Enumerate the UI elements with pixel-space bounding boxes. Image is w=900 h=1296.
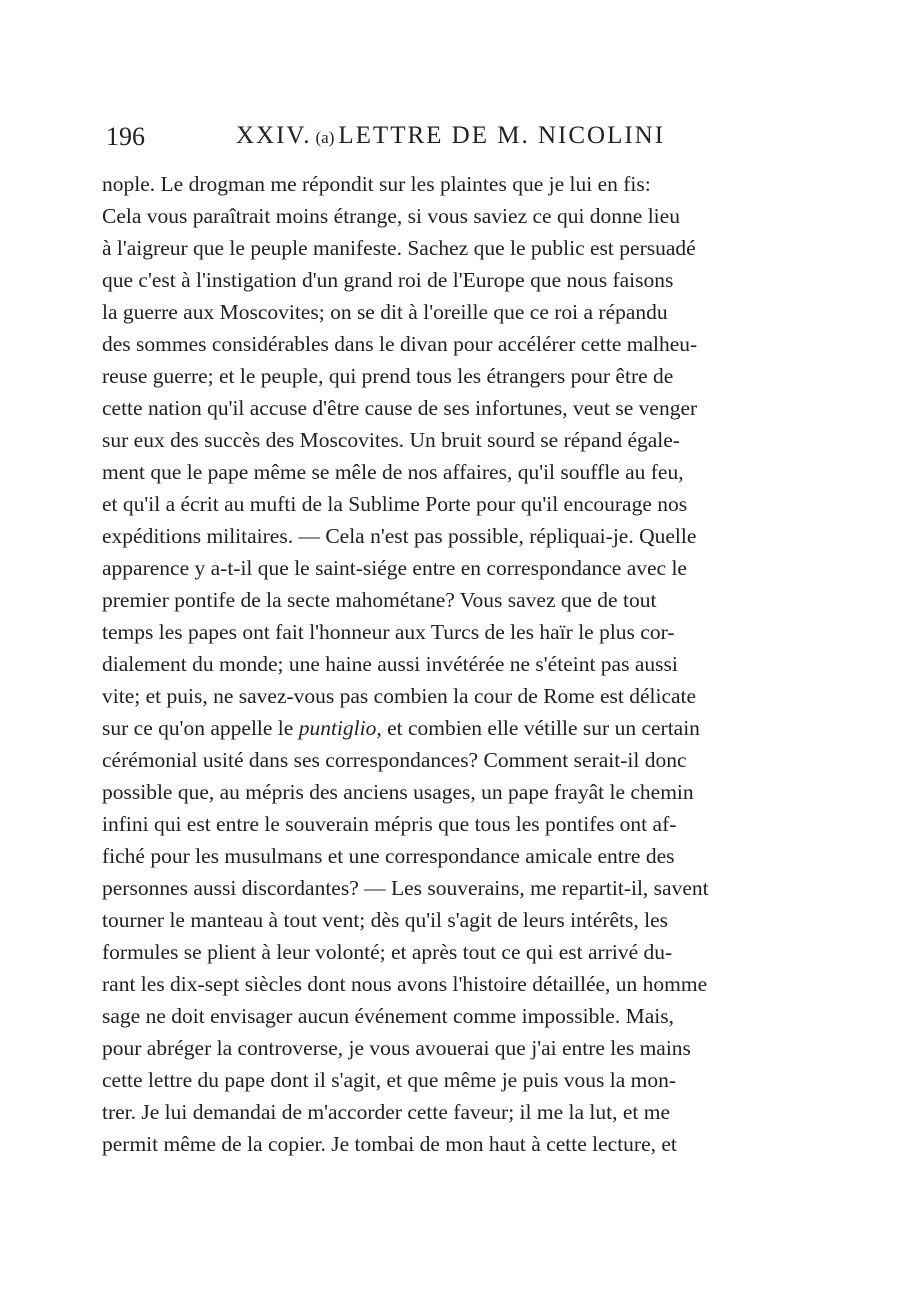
text-line: à l'aigreur que le peuple manifeste. Sachez que le public est persuadé [102, 236, 696, 260]
italic-term: puntiglio, [298, 716, 382, 740]
text-line: fiché pour les musulmans et une correspondance amicale entre des [102, 844, 675, 868]
text-line: rant les dix-sept siècles dont nous avons l'histoire détaillée, un homme [102, 972, 708, 996]
text-line: reuse guerre; et le peuple, qui prend tous les étrangers pour être de [102, 364, 674, 388]
chapter-marker: (a) [315, 128, 335, 147]
text-line: Cela vous paraîtrait moins étrange, si vous saviez ce qui donne lieu [102, 204, 680, 228]
text-line: temps les papes ont fait l'honneur aux Turcs de les haïr le plus cor- [102, 620, 675, 644]
text-line: premier pontife de la secte mahométane? Vous savez que de tout [102, 588, 657, 612]
text-line: formules se plient à leur volonté; et après tout ce qui est arrivé du- [102, 940, 673, 964]
text-line: pour abréger la controverse, je vous avouerai que j'ai entre les mains [102, 1036, 691, 1060]
text-segment: et combien elle vétille sur un certain [381, 716, 700, 740]
text-line: la guerre aux Moscovites; on se dit à l'oreille que ce roi a répandu [102, 300, 668, 324]
chapter-number: XXIV. [236, 122, 312, 149]
chapter-title [236, 122, 665, 150]
text-line: cérémonial usité dans ses correspondances? Comment serait-il donc [102, 748, 687, 772]
text-line: expéditions militaires. — Cela n'est pas possible, répliquai-je. Quelle [102, 524, 697, 548]
text-line: sage ne doit envisager aucun événement comme impossible. Mais, [102, 1004, 674, 1028]
text-line: des sommes considérables dans le divan pour accélérer cette malheu- [102, 332, 698, 356]
text-line: ment que le pape même se mêle de nos affaires, qu'il souffle au feu, [102, 460, 684, 484]
body-text [102, 168, 816, 1160]
text-line: nople. Le drogman me répondit sur les plaintes que je lui en fis: [102, 172, 651, 196]
text-line: sur eux des succès des Moscovites. Un bruit sourd se répand égale- [102, 428, 680, 452]
text-line: cette nation qu'il accuse d'être cause de ses infortunes, veut se venger [102, 396, 698, 420]
text-line: personnes aussi discordantes? — Les souverains, me repartit-il, savent [102, 876, 709, 900]
text-line: apparence y a-t-il que le saint-siége entre en correspondance avec le [102, 556, 687, 580]
text-line: cette lettre du pape dont il s'agit, et que même je puis vous la mon- [102, 1068, 677, 1092]
running-header [106, 122, 818, 158]
text-segment: sur ce qu'on appelle le [102, 716, 299, 740]
text-line: vite; et puis, ne savez-vous pas combien la cour de Rome est délicate [102, 684, 697, 708]
text-line: trer. Je lui demandai de m'accorder cette faveur; il me la lut, et me [102, 1100, 670, 1124]
text-line: infini qui est entre le souverain mépris que tous les pontifes ont af- [102, 812, 677, 836]
page-number: 196 [106, 122, 145, 151]
chapter-title-text: LETTRE DE M. NICOLINI [338, 122, 666, 149]
text-line: dialement du monde; une haine aussi invétérée ne s'éteint pas aussi [102, 652, 678, 676]
text-line: et qu'il a écrit au mufti de la Sublime Porte pour qu'il encourage nos [102, 492, 688, 516]
text-line: possible que, au mépris des anciens usages, un pape frayât le chemin [102, 780, 694, 804]
text-line: que c'est à l'instigation d'un grand roi de l'Europe que nous faisons [102, 268, 674, 292]
text-line: tourner le manteau à tout vent; dès qu'il s'agit de leurs intérêts, les [102, 908, 668, 932]
text-line: permit même de la copier. Je tombai de mon haut à cette lecture, et [102, 1132, 677, 1156]
text-line [102, 712, 816, 744]
